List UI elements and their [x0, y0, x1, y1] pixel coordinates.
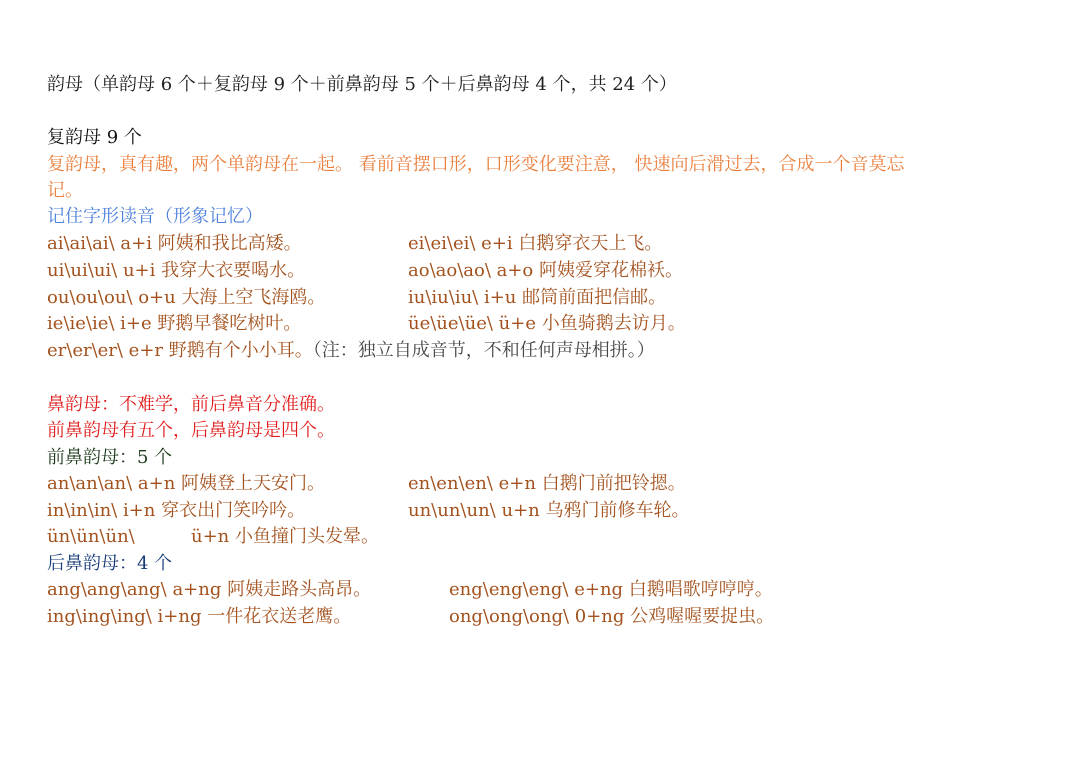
front-nasal-row-right: en\en\en\ e+n 白鹅门前把铃摁。	[408, 473, 686, 494]
compound-row-left: ui\ui\ui\ u+i 我穿大衣要喝水。	[47, 260, 306, 281]
front-nasal-row-left: in\in\in\ i+n 穿衣出门笑吟吟。	[47, 500, 306, 521]
front-nasal-row-right: un\un\un\ u+n 乌鸦门前修车轮。	[408, 500, 690, 521]
compound-row-right: ao\ao\ao\ a+o 阿姨爱穿花棉袄。	[408, 260, 683, 281]
compound-row-right: ei\ei\ei\ e+i 白鹅穿衣天上飞。	[408, 233, 663, 254]
compound-rhyme-line-end: 记。	[47, 180, 83, 201]
back-nasal-row-left: ing\ing\ing\ i+ng 一件花衣送老鹰。	[47, 606, 352, 627]
un-row-rhyme: ü+n 小鱼撞门头发晕。	[191, 526, 379, 547]
compound-row-left: ie\ie\ie\ i+e 野鹅早餐吃树叶。	[47, 313, 302, 334]
compound-row-left: ou\ou\ou\ o+u 大海上空飞海鸥。	[47, 287, 326, 308]
er-row-text: er\er\er\ e+r 野鹅有个小小耳。	[47, 340, 313, 361]
back-nasal-heading: 后鼻韵母：4 个	[47, 553, 173, 574]
front-nasal-row-left: an\an\an\ a+n 阿姨登上天安门。	[47, 473, 326, 494]
page-title: 韵母（单韵母 6 个＋复韵母 9 个＋前鼻韵母 5 个＋后鼻韵母 4 个，共 24 个）	[47, 74, 677, 95]
compound-row-right: iu\iu\iu\ i+u 邮筒前面把信邮。	[408, 287, 667, 308]
compound-finals-heading: 复韵母 9 个	[47, 127, 142, 148]
nasal-rhyme-line: 前鼻韵母有五个，后鼻韵母是四个。	[47, 420, 335, 441]
compound-row-right: üe\üe\üe\ ü+e 小鱼骑鹅去访月。	[408, 313, 686, 334]
back-nasal-row-right: eng\eng\eng\ e+ng 白鹅唱歌哼哼哼。	[449, 579, 773, 600]
nasal-rhyme-line: 鼻韵母：不难学，前后鼻音分准确。	[47, 394, 335, 415]
er-row	[47, 338, 655, 364]
back-nasal-row-left: ang\ang\ang\ a+ng 阿姨走路头高昂。	[47, 579, 372, 600]
back-nasal-row-right: ong\ong\ong\ 0+ng 公鸡喔喔要捉虫。	[449, 606, 775, 627]
compound-row-left: ai\ai\ai\ a+i 阿姨和我比高矮。	[47, 233, 302, 254]
er-row-note: （注：独立自成音节，不和任何声母相拼。）	[312, 340, 655, 361]
front-nasal-heading: 前鼻韵母：5 个	[47, 447, 173, 468]
memory-tip: 记住字形读音（形象记忆）	[47, 206, 263, 227]
un-row-syllable: ün\ün\ün\	[47, 526, 135, 547]
compound-rhyme-line: 复韵母，真有趣，两个单韵母在一起。 看前音摆口形，口形变化要注意， 快速向后滑过去，合成一个音莫忘	[47, 154, 905, 175]
